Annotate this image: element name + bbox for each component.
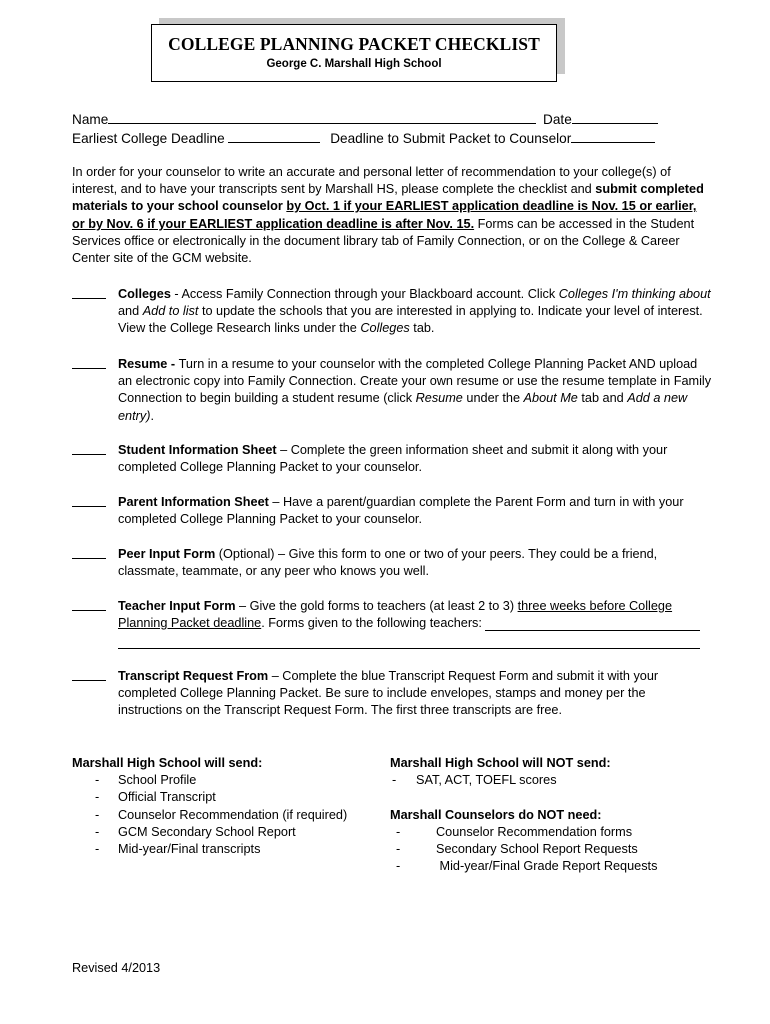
item-text: and (118, 304, 143, 319)
list-item (72, 841, 372, 858)
will-not-send-heading: Marshall High School will NOT send: (390, 756, 611, 770)
item-italic: Colleges I'm thinking about (558, 287, 711, 301)
list-item (390, 841, 720, 858)
checkbox-blank[interactable] (72, 558, 106, 559)
list-item-text: Mid-year/Final transcripts (118, 842, 261, 857)
list-dash: - (95, 790, 100, 805)
earliest-deadline-field[interactable] (228, 129, 320, 143)
checklist-item-teacher-input (72, 598, 712, 632)
checklist-item-transcript (72, 668, 712, 720)
list-item-text: Secondary School Report Requests (436, 842, 638, 856)
checklist-item-resume (72, 356, 712, 425)
list-item-text: Mid-year/Final Grade Report Requests (436, 859, 658, 874)
list-dash: - (396, 859, 401, 874)
list-item (390, 824, 720, 841)
name-label: Name (72, 112, 109, 127)
intro-text-2: Forms can be accessed in the Student Services office or electronically in the document library tab of Family Connection, or on the College & Career Center site of the GCM website. (72, 216, 695, 266)
item-italic: Add to list (142, 304, 199, 319)
page-title: COLLEGE PLANNING PACKET CHECKLIST (168, 34, 540, 54)
title-box (151, 24, 557, 82)
item-title: Peer Input Form (118, 547, 216, 561)
list-item (72, 824, 372, 841)
checklist-item-parent-info (72, 494, 712, 528)
will-send-section (72, 755, 372, 858)
intro-paragraph (72, 164, 708, 267)
item-italic: Resume (415, 391, 463, 406)
checklist-item-student-info (72, 442, 712, 476)
item-text: under the (462, 391, 524, 406)
item-title: Transcript Request From (118, 669, 269, 683)
intro-text: In order for your counselor to write an accurate and personal letter of recommendation to your college(s) of interest, and to have your transcripts sent by Marshall HS, please complete the checklist and (72, 165, 671, 197)
item-underlined: three weeks before College Planning Packet deadline (118, 599, 673, 631)
list-item (390, 858, 720, 875)
list-item (72, 807, 372, 824)
item-text: Turn in a resume to your counselor with the completed College Planning Packet AND upload an electronic copy into Family Connection. Create your own resume or use the resume template in Family Connection to begin building a student resume (click (118, 357, 712, 406)
item-italic: About Me (523, 391, 578, 406)
item-text: – Complete the green information sheet and submit it along with your completed College Planning Packet to your counselor. (118, 443, 668, 475)
list-dash: - (396, 842, 401, 856)
list-item (72, 772, 372, 789)
list-item (390, 772, 720, 789)
list-dash: - (396, 824, 401, 839)
checkbox-blank[interactable] (72, 368, 106, 369)
date-label: Date (543, 112, 572, 127)
school-name: George C. Marshall High School (266, 58, 442, 70)
item-italic: Add a new entry) (118, 391, 688, 423)
deadline-field-row (72, 129, 655, 146)
list-dash: - (95, 824, 100, 839)
item-text: – Give the gold forms to teachers (at least 2 to 3) (235, 599, 518, 613)
item-text: (Optional) – Give this form to one or two of your peers. They could be a friend, classmate, teammate, or any peer who knows you well. (118, 547, 658, 579)
list-item-text: Official Transcript (118, 790, 216, 805)
item-text: to update the schools that you are interested in applying to. Indicate your level of interest. View the College Research links under the (118, 304, 703, 336)
intro-bold: submit completed materials to your school counselor (72, 182, 704, 214)
name-field-row (72, 110, 658, 127)
intro-deadline: by Oct. 1 if your EARLIEST application deadline is Nov. 15 or earlier, or by Nov. 6 if your EARLIEST application deadline is after Nov. 15. (72, 199, 697, 231)
item-text: . Forms given to the following teachers: (261, 616, 482, 631)
checkbox-blank[interactable] (72, 506, 106, 507)
will-send-heading: Marshall High School will send: (72, 756, 263, 770)
checkbox-blank[interactable] (72, 298, 106, 299)
list-item-text: SAT, ACT, TOEFL scores (416, 773, 557, 788)
will-not-send-section (390, 755, 720, 875)
list-item-text: Counselor Recommendation forms (436, 824, 633, 839)
checklist-item-peer-input (72, 546, 712, 580)
item-title: Resume - (118, 357, 179, 371)
list-dash: - (95, 842, 100, 857)
item-text: – Have a parent/guardian complete the Parent Form and turn in with your completed College Planning Packet to your counselor. (118, 495, 684, 527)
list-item-text: GCM Secondary School Report (118, 824, 296, 839)
item-text: - Access Family Connection through your Blackboard account. Click (170, 287, 559, 301)
item-italic: Colleges (360, 321, 410, 336)
teacher-names-field-1[interactable] (485, 630, 700, 631)
item-title: Colleges (118, 287, 171, 301)
name-field[interactable] (108, 110, 536, 124)
earliest-deadline-label: Earliest College Deadline (72, 131, 225, 146)
checklist-item-colleges (72, 286, 712, 338)
checkbox-blank[interactable] (72, 454, 106, 455)
item-text: tab. (409, 321, 435, 336)
list-item-text: Counselor Recommendation (if required) (118, 807, 348, 822)
date-field[interactable] (572, 110, 658, 124)
list-dash: - (95, 773, 100, 788)
submit-deadline-label: Deadline to Submit Packet to Counselor (330, 131, 572, 146)
teacher-names-field-2[interactable] (118, 648, 700, 649)
list-dash: - (392, 773, 397, 788)
counselors-not-need-heading: Marshall Counselors do NOT need: (390, 807, 602, 822)
checkbox-blank[interactable] (72, 610, 106, 611)
list-item-text: School Profile (118, 773, 197, 788)
item-text: tab and (577, 391, 628, 406)
item-title: Student Information Sheet (118, 443, 277, 457)
list-item (72, 789, 372, 806)
item-text: . (150, 408, 154, 423)
revision-note: Revised 4/2013 (72, 961, 161, 975)
list-dash: - (95, 807, 100, 822)
item-text: – Complete the blue Transcript Request Form and submit it with your completed College Planning Packet. Be sure to include envelopes, stamps and money per the instructions on the Transcript Request Form. The first three transcripts are free. (118, 669, 659, 718)
item-title: Parent Information Sheet (118, 495, 269, 509)
checkbox-blank[interactable] (72, 680, 106, 681)
item-title: Teacher Input Form (118, 599, 236, 613)
submit-deadline-field[interactable] (571, 129, 655, 143)
